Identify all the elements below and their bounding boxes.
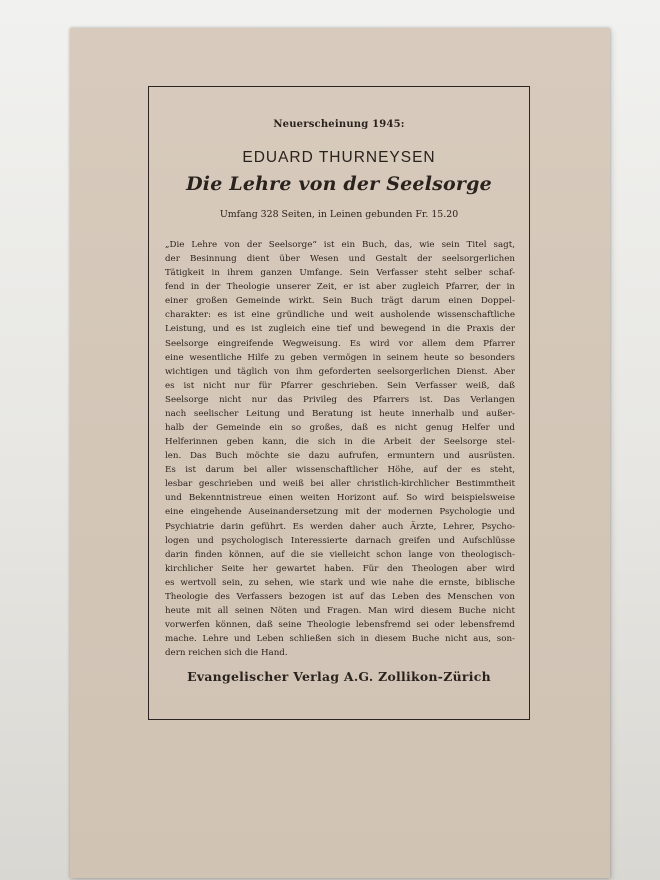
new-release-notice: Neuerscheinung 1945:: [273, 119, 405, 130]
description-line: Theologie des Verfassers bezogen ist auf das Leben des Menschen von: [165, 591, 515, 602]
description-line: len. Das Buch möchte sie dazu aufrufen, ermuntern und ausrüsten.: [165, 451, 515, 462]
description-line: Psychiatrie darin geführt. Es werden daher auch Ärzte, Lehrer, Psycho-: [165, 521, 515, 532]
description-line: es ist nicht nur für Pfarrer geschrieben. Sein Verfasser weiß, daß: [165, 380, 515, 391]
description-line: der Besinnung dient über Wesen und Gestalt der seelsorgerlichen: [165, 254, 515, 265]
description-line: eine wesentliche Hilfe zu geben vermögen in seinem heute so besonders: [165, 352, 515, 363]
description-line: Es ist darum bei aller wissenschaftlicher Höhe, auf der es steht,: [165, 465, 515, 476]
book-description: [165, 238, 515, 660]
description-line: „Die Lehre von der Seelsorge“ ist ein Buch, das, wie sein Titel sagt,: [165, 240, 515, 250]
flyer-sheet: [70, 28, 610, 878]
description-line: Seelsorge nicht nur das Privileg des Pfarrers ist. Das Verlangen: [165, 394, 515, 405]
description-line: eine eingehende Auseinandersetzung mit der modernen Psychologie und: [165, 507, 515, 518]
description-line: vorwerfen können, daß seine Theologie lebensfremd sei oder lebensfremd: [165, 620, 515, 631]
description-line: darin finden können, auf die sie vielleicht schon lange von theologisch-: [165, 549, 515, 560]
description-line: logen und psychologisch Interessierte darnach greifen und Aufschlüsse: [165, 535, 515, 546]
description-line: halb der Gemeinde ein so großes, daß es nicht genug Helfer und: [165, 423, 515, 434]
description-line: heute mit all seinen Nöten und Fragen. Man wird diesem Buche nicht: [165, 606, 515, 617]
description-line: einer großen Gemeinde wirkt. Sein Buch trägt darum einen Doppel-: [165, 296, 515, 307]
author-name: EDUARD THURNEYSEN: [242, 149, 436, 166]
frame-content: [149, 87, 529, 719]
book-extent-price: Umfang 328 Seiten, in Leinen gebunden Fr. 15.20: [219, 209, 459, 220]
description-line: nach seelischer Leitung und Beratung ist heute innerhalb und außer-: [165, 408, 515, 419]
book-title: Die Lehre von der Seelsorge: [186, 173, 492, 195]
description-line: Helferinnen geben kann, die sich in die Arbeit der Seelsorge stel-: [165, 437, 515, 448]
publisher-imprint: Evangelischer Verlag A.G. Zollikon-Zürich: [187, 669, 491, 684]
description-line: charakter: es ist eine gründliche und weit ausholende wissenschaftliche: [165, 310, 515, 321]
description-line: wichtigen und täglich von ihm geforderten seelsorgerlichen Dienst. Aber: [165, 366, 515, 377]
description-line: Tätigkeit in ihrem ganzen Umfange. Sein Verfasser steht selber schaf-: [165, 268, 515, 279]
description-line: dern reichen sich die Hand.: [165, 648, 288, 659]
description-line: fend in der Theologie unserer Zeit, er ist aber zugleich Pfarrer, der in: [165, 282, 515, 293]
description-line: kirchlicher Seite her gewartet haben. Für den Theologen aber wird: [165, 563, 515, 574]
description-line: mache. Lehre und Leben schließen sich in diesem Buche nicht aus, son-: [165, 634, 515, 645]
description-line: lesbar geschrieben und weiß bei aller christlich-kirchlicher Bestimmtheit: [165, 479, 515, 490]
text-frame: [148, 86, 530, 720]
description-line: es wertvoll sein, zu sehen, wie stark und wie nahe die ernste, biblische: [165, 577, 515, 588]
description-line: Leistung, und es ist zugleich eine tief und bewegend in die Praxis der: [165, 324, 515, 335]
description-line: Seelsorge eingreifende Wegweisung. Es wird vor allem dem Pfarrer: [165, 338, 515, 349]
description-line: und Bekenntnistreue einen weiten Horizont auf. So wird beispielsweise: [165, 493, 515, 504]
